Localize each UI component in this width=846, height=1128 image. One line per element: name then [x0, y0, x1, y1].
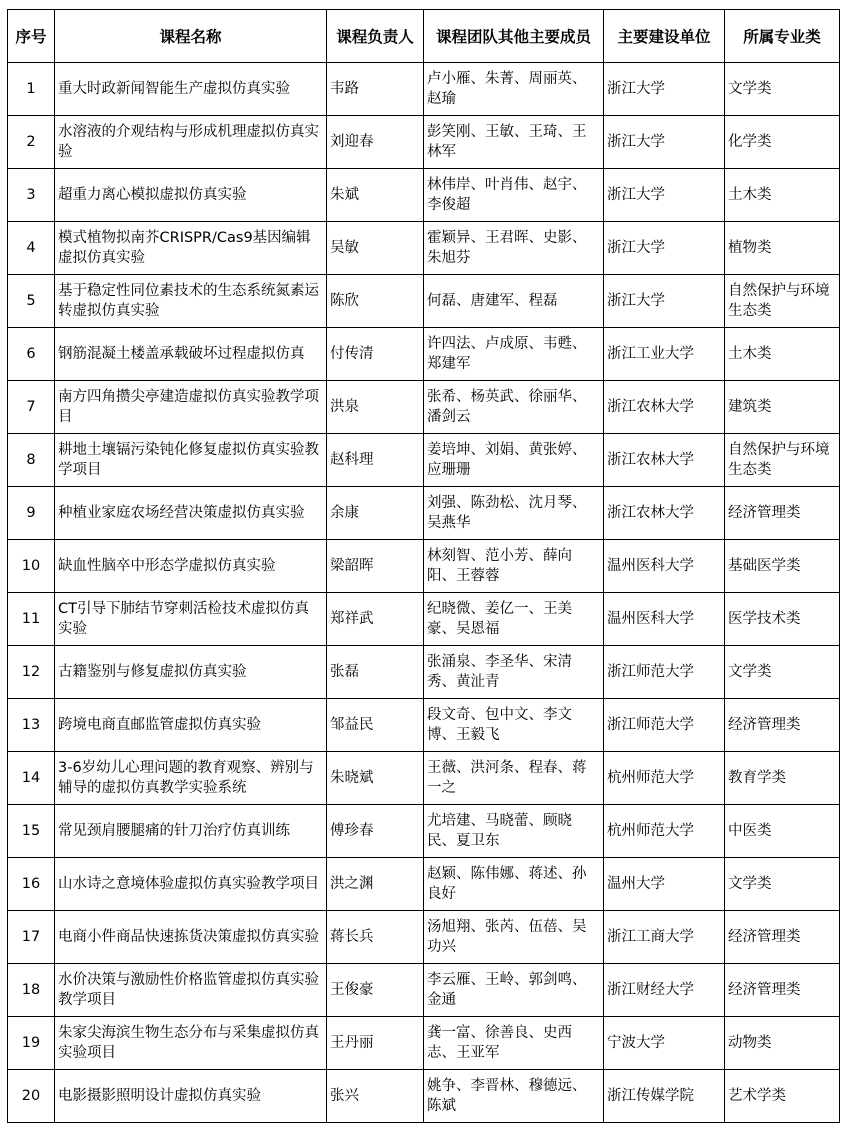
cell-category: 经济管理类: [725, 911, 840, 964]
table-row: [8, 752, 840, 805]
cell-no: 5: [8, 275, 55, 328]
cell-lead: 郑祥武: [327, 593, 424, 646]
cell-course-name: 水价决策与激励性价格监管虚拟仿真实验教学项目: [55, 964, 327, 1017]
cell-members: 张希、杨英武、徐丽华、潘剑云: [424, 381, 604, 434]
cell-course-name: 朱家尖海滨生物生态分布与采集虚拟仿真实验项目: [55, 1017, 327, 1070]
cell-org: 浙江农林大学: [604, 381, 725, 434]
cell-org: 浙江大学: [604, 63, 725, 116]
header-org: 主要建设单位: [604, 10, 725, 63]
cell-category: 中医类: [725, 805, 840, 858]
cell-org: 浙江农林大学: [604, 434, 725, 487]
cell-course-name: 耕地土壤镉污染钝化修复虚拟仿真实验教学项目: [55, 434, 327, 487]
table-row: [8, 381, 840, 434]
header-members: 课程团队其他主要成员: [424, 10, 604, 63]
cell-lead: 洪之渊: [327, 858, 424, 911]
cell-lead: 张兴: [327, 1070, 424, 1123]
cell-category: 文学类: [725, 858, 840, 911]
cell-org: 浙江师范大学: [604, 699, 725, 752]
cell-no: 7: [8, 381, 55, 434]
cell-no: 9: [8, 487, 55, 540]
table-row: [8, 169, 840, 222]
table-row: [8, 63, 840, 116]
cell-org: 浙江农林大学: [604, 487, 725, 540]
course-table: [7, 9, 840, 1123]
cell-no: 8: [8, 434, 55, 487]
cell-org: 浙江师范大学: [604, 646, 725, 699]
cell-members: 霍颖异、王君晖、史影、朱旭芬: [424, 222, 604, 275]
cell-members: 王薇、洪河条、程春、蒋一之: [424, 752, 604, 805]
cell-members: 刘强、陈劲松、沈月琴、吴燕华: [424, 487, 604, 540]
table-row: [8, 964, 840, 1017]
cell-org: 浙江大学: [604, 275, 725, 328]
cell-no: 10: [8, 540, 55, 593]
cell-no: 19: [8, 1017, 55, 1070]
cell-no: 11: [8, 593, 55, 646]
cell-members: 纪晓微、姜亿一、王美豪、吴恩福: [424, 593, 604, 646]
cell-course-name: 跨境电商直邮监管虚拟仿真实验: [55, 699, 327, 752]
cell-course-name: 基于稳定性同位素技术的生态系统氮素运转虚拟仿真实验: [55, 275, 327, 328]
cell-members: 姜培坤、刘娟、黄张婷、应珊珊: [424, 434, 604, 487]
cell-course-name: 水溶液的介观结构与形成机理虚拟仿真实验: [55, 116, 327, 169]
cell-no: 16: [8, 858, 55, 911]
cell-category: 教育学类: [725, 752, 840, 805]
cell-lead: 赵科理: [327, 434, 424, 487]
cell-members: 龚一富、徐善良、史西志、王亚军: [424, 1017, 604, 1070]
cell-course-name: 超重力离心模拟虚拟仿真实验: [55, 169, 327, 222]
cell-members: 张涌泉、李圣华、宋清秀、黄沚青: [424, 646, 604, 699]
cell-members: 尤培建、马晓蕾、顾晓民、夏卫东: [424, 805, 604, 858]
cell-no: 2: [8, 116, 55, 169]
cell-lead: 付传清: [327, 328, 424, 381]
cell-org: 温州大学: [604, 858, 725, 911]
cell-org: 杭州师范大学: [604, 752, 725, 805]
cell-no: 20: [8, 1070, 55, 1123]
cell-members: 许四法、卢成原、韦甦、郑建军: [424, 328, 604, 381]
table-row: [8, 116, 840, 169]
cell-org: 浙江财经大学: [604, 964, 725, 1017]
cell-no: 4: [8, 222, 55, 275]
cell-no: 12: [8, 646, 55, 699]
cell-lead: 梁韶晖: [327, 540, 424, 593]
cell-members: 何磊、唐建军、程磊: [424, 275, 604, 328]
cell-course-name: 电商小件商品快速拣货决策虚拟仿真实验: [55, 911, 327, 964]
cell-org: 杭州师范大学: [604, 805, 725, 858]
table-row: [8, 222, 840, 275]
table-row: [8, 646, 840, 699]
table-row: [8, 911, 840, 964]
cell-no: 18: [8, 964, 55, 1017]
cell-course-name: CT引导下肺结节穿刺活检技术虚拟仿真实验: [55, 593, 327, 646]
table-row: [8, 487, 840, 540]
cell-category: 化学类: [725, 116, 840, 169]
cell-org: 浙江传媒学院: [604, 1070, 725, 1123]
cell-lead: 蒋长兵: [327, 911, 424, 964]
cell-lead: 王俊豪: [327, 964, 424, 1017]
cell-no: 3: [8, 169, 55, 222]
cell-org: 浙江大学: [604, 116, 725, 169]
cell-lead: 洪泉: [327, 381, 424, 434]
header-row: [8, 10, 840, 63]
cell-members: 林刻智、范小芳、薛向阳、王蓉蓉: [424, 540, 604, 593]
cell-category: 自然保护与环境生态类: [725, 434, 840, 487]
cell-category: 动物类: [725, 1017, 840, 1070]
cell-category: 经济管理类: [725, 699, 840, 752]
table-row: [8, 328, 840, 381]
cell-org: 宁波大学: [604, 1017, 725, 1070]
table-row: [8, 1017, 840, 1070]
cell-course-name: 重大时政新闻智能生产虚拟仿真实验: [55, 63, 327, 116]
cell-category: 经济管理类: [725, 964, 840, 1017]
table-row: [8, 699, 840, 752]
header-lead: 课程负责人: [327, 10, 424, 63]
cell-lead: 刘迎春: [327, 116, 424, 169]
cell-lead: 朱晓斌: [327, 752, 424, 805]
header-category: 所属专业类: [725, 10, 840, 63]
cell-category: 植物类: [725, 222, 840, 275]
cell-course-name: 缺血性脑卒中形态学虚拟仿真实验: [55, 540, 327, 593]
cell-course-name: 常见颈肩腰腿痛的针刀治疗仿真训练: [55, 805, 327, 858]
cell-lead: 韦路: [327, 63, 424, 116]
header-course-name: 课程名称: [55, 10, 327, 63]
cell-category: 土木类: [725, 169, 840, 222]
cell-category: 文学类: [725, 63, 840, 116]
cell-course-name: 3-6岁幼儿心理问题的教育观察、辨别与辅导的虚拟仿真教学实验系统: [55, 752, 327, 805]
cell-course-name: 古籍鉴别与修复虚拟仿真实验: [55, 646, 327, 699]
cell-org: 温州医科大学: [604, 593, 725, 646]
cell-no: 6: [8, 328, 55, 381]
cell-lead: 王丹丽: [327, 1017, 424, 1070]
cell-members: 林伟岸、叶肖伟、赵宇、李俊超: [424, 169, 604, 222]
cell-no: 13: [8, 699, 55, 752]
cell-category: 经济管理类: [725, 487, 840, 540]
cell-category: 建筑类: [725, 381, 840, 434]
cell-no: 17: [8, 911, 55, 964]
cell-lead: 傅珍春: [327, 805, 424, 858]
cell-category: 艺术学类: [725, 1070, 840, 1123]
table-row: [8, 540, 840, 593]
cell-course-name: 种植业家庭农场经营决策虚拟仿真实验: [55, 487, 327, 540]
cell-course-name: 模式植物拟南芥CRISPR/Cas9基因编辑虚拟仿真实验: [55, 222, 327, 275]
cell-lead: 陈欣: [327, 275, 424, 328]
cell-members: 赵颖、陈伟娜、蒋述、孙良好: [424, 858, 604, 911]
cell-course-name: 电影摄影照明设计虚拟仿真实验: [55, 1070, 327, 1123]
cell-no: 14: [8, 752, 55, 805]
cell-no: 1: [8, 63, 55, 116]
cell-category: 自然保护与环境生态类: [725, 275, 840, 328]
cell-members: 姚争、李晋林、穆德远、陈斌: [424, 1070, 604, 1123]
cell-org: 浙江工业大学: [604, 328, 725, 381]
table-row: [8, 275, 840, 328]
table-row: [8, 593, 840, 646]
cell-org: 浙江大学: [604, 222, 725, 275]
cell-lead: 张磊: [327, 646, 424, 699]
cell-course-name: 钢筋混凝土楼盖承载破坏过程虚拟仿真: [55, 328, 327, 381]
cell-category: 土木类: [725, 328, 840, 381]
cell-no: 15: [8, 805, 55, 858]
table-row: [8, 858, 840, 911]
cell-category: 文学类: [725, 646, 840, 699]
cell-lead: 邹益民: [327, 699, 424, 752]
cell-org: 浙江工商大学: [604, 911, 725, 964]
cell-course-name: 山水诗之意境体验虚拟仿真实验教学项目: [55, 858, 327, 911]
table-row: [8, 1070, 840, 1123]
cell-lead: 吴敏: [327, 222, 424, 275]
cell-members: 彭笑刚、王敏、王琦、王林军: [424, 116, 604, 169]
cell-lead: 余康: [327, 487, 424, 540]
cell-org: 温州医科大学: [604, 540, 725, 593]
cell-members: 段文奇、包中文、李文博、王毅飞: [424, 699, 604, 752]
header-no: 序号: [8, 10, 55, 63]
cell-members: 汤旭翔、张芮、伍蓓、吴功兴: [424, 911, 604, 964]
cell-lead: 朱斌: [327, 169, 424, 222]
table-row: [8, 805, 840, 858]
table-row: [8, 434, 840, 487]
cell-category: 医学技术类: [725, 593, 840, 646]
cell-course-name: 南方四角攒尖亭建造虚拟仿真实验教学项目: [55, 381, 327, 434]
cell-org: 浙江大学: [604, 169, 725, 222]
cell-category: 基础医学类: [725, 540, 840, 593]
cell-members: 卢小雁、朱菁、周丽英、赵瑜: [424, 63, 604, 116]
cell-members: 李云雁、王岭、郭剑鸣、金通: [424, 964, 604, 1017]
